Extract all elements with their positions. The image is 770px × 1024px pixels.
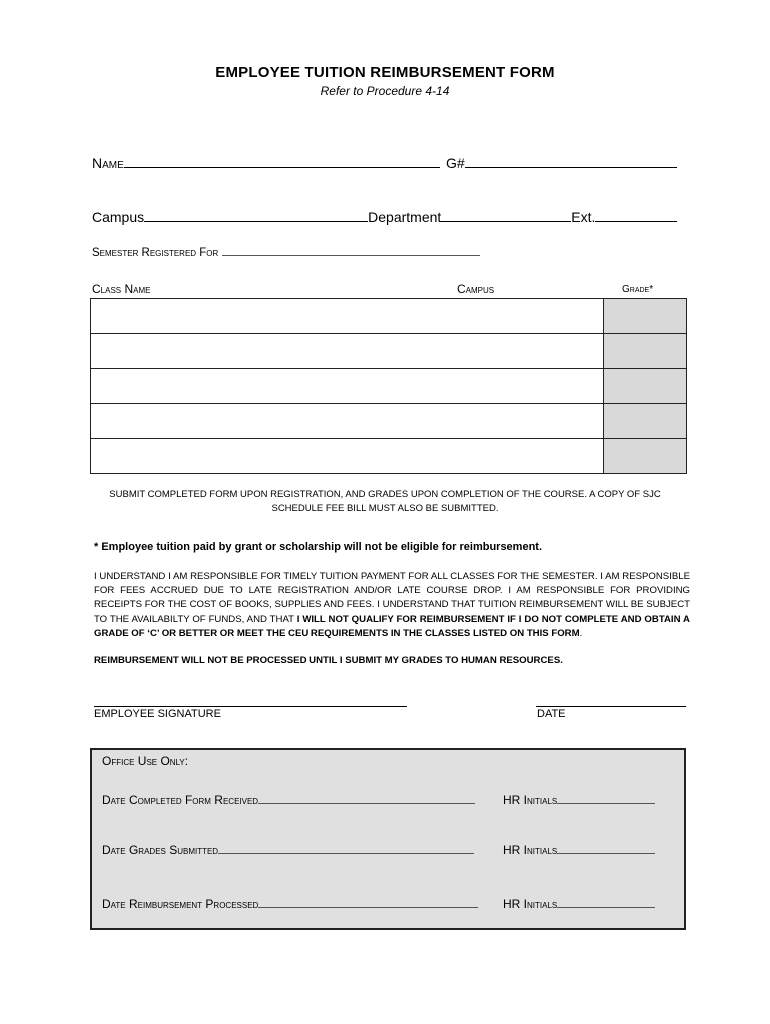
class-name-header: Class Name — [92, 282, 151, 296]
grade-header: Grade* — [622, 284, 654, 295]
class-table — [90, 298, 687, 474]
hr-initials-label-1: HR Initials — [503, 793, 558, 807]
hr-initials-field-1[interactable] — [557, 791, 655, 804]
date-grades-row — [102, 841, 474, 857]
ext-label: Ext. — [571, 209, 596, 225]
semester-field[interactable] — [222, 245, 480, 256]
responsibility-text: I UNDERSTAND I AM RESPONSIBLE FOR TIMELY TUITION PAYMENT FOR ALL CLASSES FOR THE SEMESTER. I AM RESPONSIBLE FOR FEES ACCRUED DUE TO LATE REGISTRATION AND/OR LATE COURSE DROP. I AM RESPONSIBLE FOR PROVIDING RECEIPTS FOR THE COST OF BOOKS, SUPPLIES AND FEES. I UNDERSTAND THAT TUITION REIMBURSEMENT WILL BE SUBJECT TO THE AVAILABILTY OF FUNDS, AND THAT — [94, 571, 690, 625]
table-row — [91, 334, 687, 369]
semester-label: Semester Registered For — [92, 247, 219, 259]
date-processed-row — [102, 895, 478, 911]
grade-cell[interactable] — [604, 439, 687, 474]
date-completed-label: Date Completed Form Received — [102, 793, 259, 807]
date-processed-field[interactable] — [258, 895, 478, 908]
date-completed-row — [102, 791, 475, 807]
grade-cell[interactable] — [604, 334, 687, 369]
date-label: DATE — [537, 708, 566, 720]
responsibility-end: . — [579, 627, 583, 639]
employee-signature-line[interactable] — [94, 706, 407, 707]
hr-initials-field-2[interactable] — [557, 841, 655, 854]
hr-initials-row-3 — [503, 895, 655, 911]
submission-notice-line2: SCHEDULE FEE BILL MUST ALSO BE SUBMITTED. — [271, 503, 499, 514]
date-signature-line[interactable] — [536, 706, 686, 707]
campus-field[interactable] — [144, 207, 368, 222]
ext-field[interactable] — [595, 207, 677, 222]
hr-initials-row-1 — [503, 791, 655, 807]
responsibility-bold-text: I WILL NOT QUALIFY FOR REIMBURSEMENT IF I DO NOT COMPLETE AND OBTAIN A GRADE OF ‘C’ OR BETTER OR MEET THE CEU REQUIREMENTS IN THE CLASSES LISTED ON THIS FORM — [94, 613, 690, 639]
submission-notice-line1: SUBMIT COMPLETED FORM UPON REGISTRATION, AND GRADES UPON COMPLETION OF THE COURSE. A COPY OF SJC — [109, 489, 661, 500]
date-grades-label: Date Grades Submitted — [102, 843, 219, 857]
table-row — [91, 299, 687, 334]
class-entry-cell[interactable] — [91, 334, 604, 369]
name-row — [92, 153, 440, 171]
semester-row — [92, 245, 480, 259]
responsibility-paragraph — [94, 570, 690, 641]
date-completed-field[interactable] — [258, 791, 475, 804]
final-note: REIMBURSEMENT WILL NOT BE PROCESSED UNTIL I SUBMIT MY GRADES TO HUMAN RESOURCES. — [94, 655, 563, 666]
form-subtitle: Refer to Procedure 4-14 — [320, 84, 450, 98]
date-processed-label: Date Reimbursement Processed — [102, 897, 259, 911]
class-entry-cell[interactable] — [91, 439, 604, 474]
name-label: Name — [92, 155, 124, 171]
table-row — [91, 439, 687, 474]
table-row — [91, 369, 687, 404]
grade-cell[interactable] — [604, 404, 687, 439]
office-use-heading: Office Use Only: — [102, 754, 189, 768]
grade-cell[interactable] — [604, 369, 687, 404]
grant-note: * Employee tuition paid by grant or scholarship will not be eligible for reimbursement. — [94, 541, 543, 553]
campus-label: Campus — [92, 209, 145, 225]
form-title: EMPLOYEE TUITION REIMBURSEMENT FORM — [215, 64, 555, 81]
g-number-field[interactable] — [465, 153, 677, 168]
campus-header: Campus — [457, 282, 495, 296]
g-number-row — [446, 153, 677, 171]
class-entry-cell[interactable] — [91, 404, 604, 439]
department-label: Department — [368, 209, 442, 225]
class-entry-cell[interactable] — [91, 299, 604, 334]
department-field[interactable] — [441, 207, 571, 222]
g-number-label: G# — [446, 155, 465, 171]
hr-initials-field-3[interactable] — [557, 895, 655, 908]
hr-initials-label-3: HR Initials — [503, 897, 558, 911]
name-field[interactable] — [124, 153, 440, 168]
campus-row — [92, 207, 677, 225]
grade-cell[interactable] — [604, 299, 687, 334]
employee-signature-label: EMPLOYEE SIGNATURE — [94, 708, 221, 720]
date-grades-field[interactable] — [218, 841, 474, 854]
table-row — [91, 404, 687, 439]
submission-notice — [92, 488, 678, 516]
class-entry-cell[interactable] — [91, 369, 604, 404]
hr-initials-row-2 — [503, 841, 655, 857]
hr-initials-label-2: HR Initials — [503, 843, 558, 857]
